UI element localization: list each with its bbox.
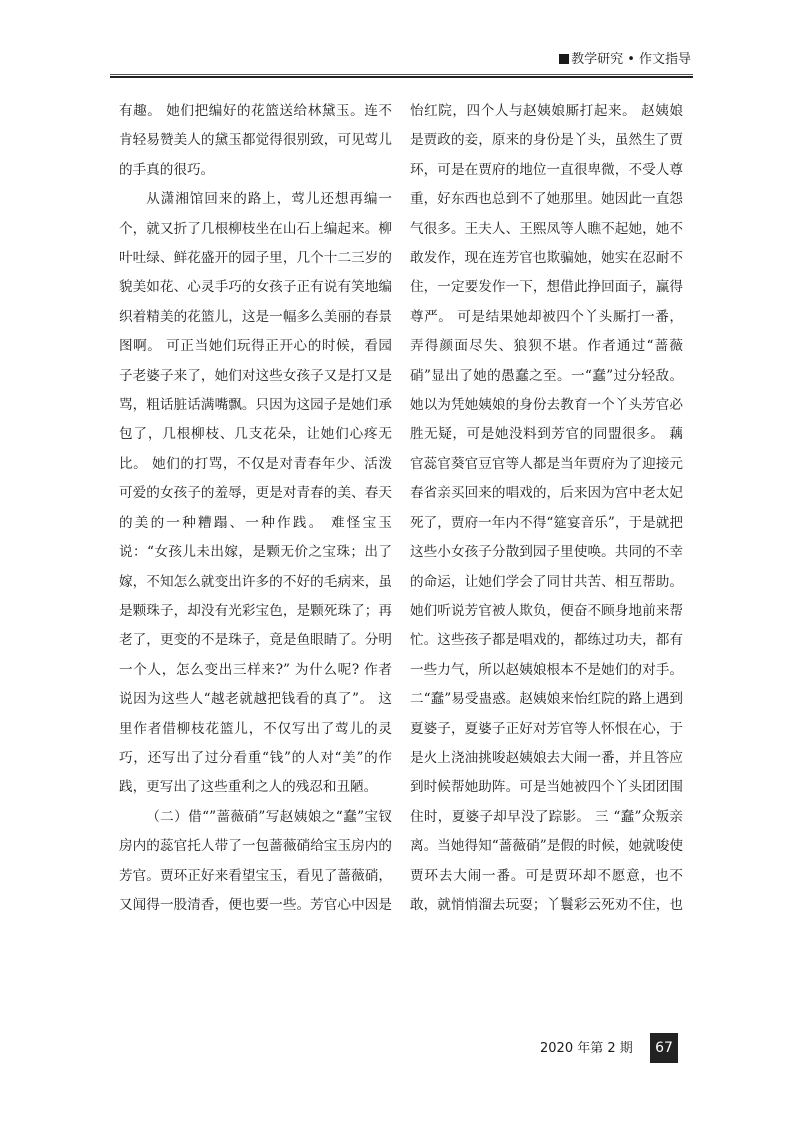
right-column [410, 97, 683, 917]
header-title: 教学研究 • 作文指导 [571, 52, 691, 67]
paragraph: 怡红院，四个人与赵姨娘厮打起来。 赵姨娘是贾政的妾，原来的身份是丫头，虽然生了贾环，可是在贾府的地位一直很卑微，不受人尊重，好东西也总到不了她那里。她因此一直怨气很多。王夫人、王熙凤等人瞧不起她，她不敢发作，现在连芳官也欺骗她，她实在忍耐不住，一定要发作一下，想借此挣回面子，赢得尊严。 可是结果她却被四个丫头厮打一番，弄得颜面尽失、狼狈不堪。作者通过“蔷薇硝”显出了她的愚蠢之至。一“蠢”过分轻敌。她以为凭她姨娘的身份去教育一个丫头芳官必胜无疑，可是她没料到芳官的同盟很多。 藕官蕊官葵官豆官等人都是当年贾府为了迎接元春省亲买回来的唱戏的，后来因为宫中老太妃死了，贾府一年内不得“筵宴音乐”，于是就把这些小女孩子分散到园子里使唤。共同的不幸的命运，让她们学会了同甘共苦、相互帮助。她们听说芳官被人欺负，便奋不顾身地前来帮忙。这些孩子都是唱戏的，都练过功夫，都有一些力气，所以赵姨娘根本不是她们的对手。 二“蠢”易受蛊惑。赵姨娘来怡红院的路上遇到夏婆子，夏婆子正好对芳官等人怀恨在心，于是火上浇油挑唆赵姨娘去大闹一番，并且答应到时候帮她助阵。可是当她被四个丫头团团围住时，夏婆子却早没了踪影。 三 “蠢”众叛亲离。当她得知“蔷薇硝”是假的时候，她就唆使贾环去大闹一番。可是贾环却不愿意，也不敢，就悄悄溜去玩耍；丫鬟彩云死劝不住，也 [410, 103, 683, 913]
running-header [395, 50, 691, 70]
paragraph: 从潇湘馆回来的路上，莺儿还想再编一个，就又折了几根柳枝坐在山石上编起来。柳叶吐绿、鲜花盛开的园子里，几个十二三岁的貌美如花、心灵手巧的女孩子正有说有笑地编织着精美的花篮儿，这是一幅多么美丽的春景图啊。 可正当她们玩得正开心的时候，看园子老婆子来了，她们对这些女孩子又是打又是骂，粗话脏话满嘴飘。只因为这园子是她们承包了，几根柳枝、几支花朵，让她们心疼无比。 她们的打骂，不仅是对青春年少、活泼可爱的女孩子的羞辱，更是对青春的美、春天的美的一种糟蹋、一种作践。 难怪宝玉说：“女孩儿未出嫁，是颗无价之宝珠；出了嫁，不知怎么就变出许多的不好的毛病来，虽是颗珠子，却没有光彩宝色，是颗死珠了；再老了，更变的不是珠子，竟是鱼眼睛了。分明一个人，怎么变出三样来?” 为什么呢? 作者说因为这些人“越老就越把钱看的真了”。 这里作者借柳枝花篮儿，不仅写出了莺儿的灵巧，还写出了过分看重“钱”的人对“美”的作践，更写出了这些重利之人的残忍和丑陋。 [119, 191, 392, 796]
square-bullet-icon [559, 54, 569, 64]
header-rule [110, 74, 693, 75]
left-column [119, 97, 392, 917]
paragraph: 有趣。 她们把编好的花篮送给林黛玉。连不肯轻易赞美人的黛玉都觉得很别致，可见莺儿的手真的很巧。 [119, 103, 392, 178]
page-number: 67 [650, 1033, 678, 1063]
paragraph: （二）借“”蔷薇硝”写赵姨娘之“蠢”宝钗房内的蕊官托人带了一包蔷薇硝给宝玉房内的芳官。贾环正好来看望宝玉，看见了蔷薇硝，又闻得一股清香，便也要一些。芳官心中因是 [119, 808, 392, 913]
issue-label: 2020 年第 2 期 [540, 1041, 633, 1056]
header-rule-thick [110, 76, 693, 78]
